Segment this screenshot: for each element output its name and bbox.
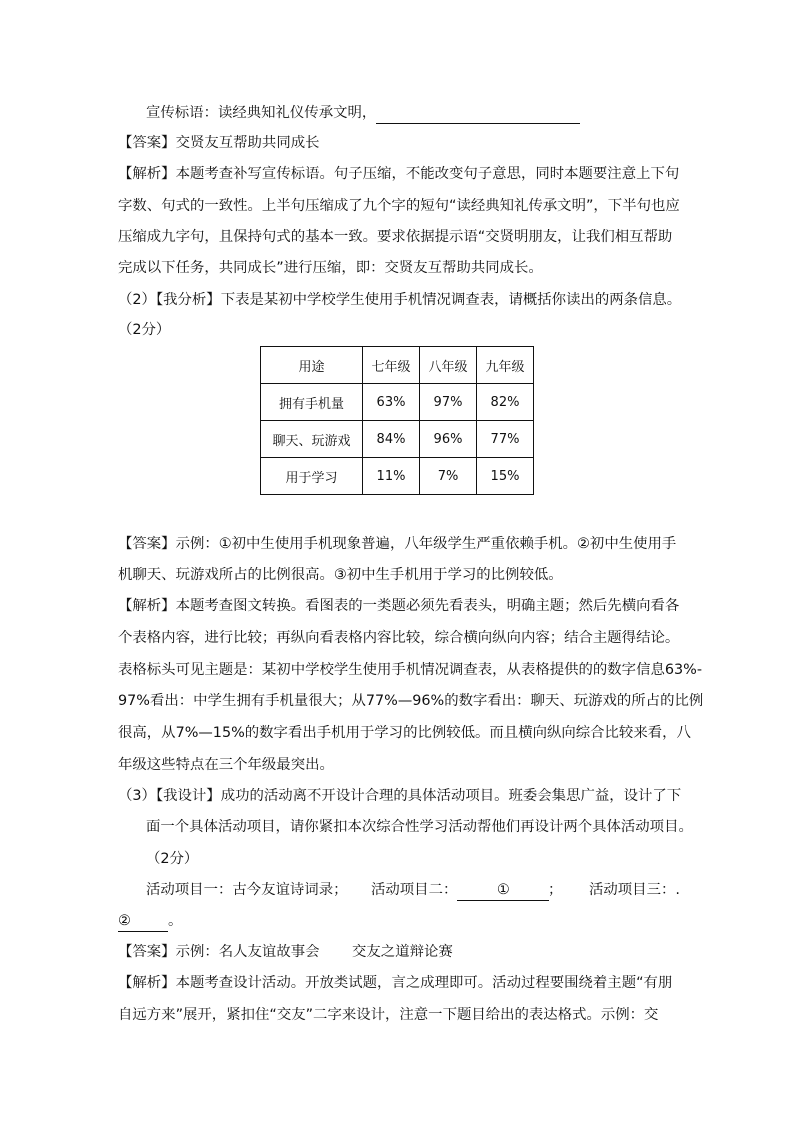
analysis-text: 本题考查图文转换。看图表的一类题必须先看表头，明确主题；然后先横向看各 — [175, 598, 680, 614]
activity-blank-2-line — [118, 911, 182, 932]
answer-3-item-1: 示例：名人友谊故事会 — [175, 944, 320, 960]
analysis-1-line-2: 字数、句式的一致性。上半句压缩成了九个字的短句“读经典知礼传承文明”，下半句也应 — [118, 198, 680, 214]
analysis-tag: 【解析】 — [118, 166, 176, 182]
answer-3 — [118, 942, 320, 962]
table-cell: 82% — [477, 384, 534, 421]
table-cell: 15% — [477, 458, 534, 495]
analysis-tag: 【解析】 — [118, 598, 176, 614]
question-3-line-3: （2分） — [146, 851, 199, 867]
analysis-2-line-4: 97%看出：中学生拥有手机量很大；从77%—96%的数字看出：聊天、玩游戏的所占的比例 — [118, 693, 704, 709]
answer-tag: 【答案】 — [118, 135, 176, 151]
analysis-2-line-5: 很高，从7%—15%的数字看出手机用于学习的比例较低。而且横向纵向综合比较来看，八 — [118, 725, 691, 741]
table-header-cell: 八年级 — [420, 347, 477, 384]
table-cell: 96% — [420, 421, 477, 458]
table-cell: 77% — [477, 421, 534, 458]
question-3-line-1: （3）【我设计】成功的活动离不开设计合理的具体活动项目。班委会集思广益，设计了下 — [118, 788, 682, 804]
slogan-line — [146, 103, 580, 124]
table-row — [261, 421, 534, 458]
phone-usage-table — [260, 346, 534, 495]
slogan-label: 宣传标语：读经典知礼仪传承文明， — [146, 105, 377, 121]
activity-item-2 — [371, 880, 549, 901]
table-cell: 7% — [420, 458, 477, 495]
table-header-row — [261, 347, 534, 384]
question-2-line-1: （2）【我分析】下表是某初中学校学生使用手机情况调查表，请概括你读出的两条信息。 — [118, 292, 682, 308]
analysis-2-line-6: 年级这些特点在三个年级最突出。 — [118, 757, 334, 773]
answer-2-line-1 — [118, 534, 676, 554]
answer-1 — [118, 133, 320, 153]
table-cell: 拥有手机量 — [261, 384, 363, 421]
slogan-answer-blank — [376, 103, 580, 124]
activity-blank-1: ① — [457, 880, 549, 901]
table-row — [261, 384, 534, 421]
table-header-cell: 用途 — [261, 347, 363, 384]
answer-3-item-2: 交友之道辩论赛 — [352, 944, 453, 960]
activity-item-3 — [589, 880, 680, 900]
answer-text: 示例：①初中生使用手机现象普遍，八年级学生严重依赖手机。②初中生使用手 — [175, 536, 677, 552]
table-cell: 用于学习 — [261, 458, 363, 495]
analysis-2-line-1 — [118, 596, 679, 616]
table-cell: 84% — [363, 421, 420, 458]
answer-tag: 【答案】 — [118, 944, 176, 960]
table-cell: 63% — [363, 384, 420, 421]
table-header-cell: 七年级 — [363, 347, 420, 384]
table-cell: 97% — [420, 384, 477, 421]
analysis-2-line-3: 表格标头可见主题是：某初中学校学生使用手机情况调查表，从表格提供的的数字信息63%- — [118, 662, 703, 678]
analysis-1-line-4: 完成以下任务，共同成长”进行压缩，即：交贤友互帮助共同成长。 — [118, 260, 543, 276]
answer-text: 交贤友互帮助共同成长 — [175, 135, 320, 151]
activity-item-2-label: 活动项目二： — [371, 882, 458, 898]
analysis-text: 本题考查设计活动。开放类试题，言之成理即可。活动过程要围绕着主题“有朋 — [175, 975, 673, 991]
analysis-1-line-1 — [118, 164, 679, 184]
answer-tag: 【答案】 — [118, 536, 176, 552]
activity-item-1: 活动项目一：古今友谊诗词录； — [146, 882, 348, 898]
analysis-text: 本题考查补写宣传标语。句子压缩，不能改变句子意思，同时本题要注意上下句 — [175, 166, 680, 182]
activity-dot: . — [675, 882, 680, 898]
activity-blank-2: ② — [118, 911, 168, 932]
analysis-1-line-3: 压缩成九字句，且保持句式的基本一致。要求依据提示语“交贤明朋友，让我们相互帮助 — [118, 229, 673, 245]
table-row — [261, 458, 534, 495]
analysis-2-line-2: 个表格内容，进行比较；再纵向看表格内容比较，综合横向纵向内容；结合主题得结论。 — [118, 630, 680, 646]
table-header-cell: 九年级 — [477, 347, 534, 384]
answer-2-line-2: 机聊天、玩游戏所占的比例很高。③初中生手机用于学习的比例较低。 — [118, 567, 563, 583]
activity-semicolon: ； — [548, 882, 563, 898]
table-cell: 11% — [363, 458, 420, 495]
question-2-line-2: （2分） — [118, 322, 171, 338]
analysis-3-line-1 — [118, 973, 672, 993]
activity-item-3-label: 活动项目三： — [589, 882, 676, 898]
activity-period: 。 — [168, 913, 183, 929]
table-cell: 聊天、玩游戏 — [261, 421, 363, 458]
question-3-line-2: 面一个具体活动项目，请你紧扣本次综合性学习活动帮他们再设计两个具体活动项目。 — [146, 819, 693, 835]
analysis-3-line-2: 自远方来”展开，紧扣住“交友”二字来设计，注意一下题目给出的表达格式。示例：交 — [118, 1007, 659, 1023]
analysis-tag: 【解析】 — [118, 975, 176, 991]
